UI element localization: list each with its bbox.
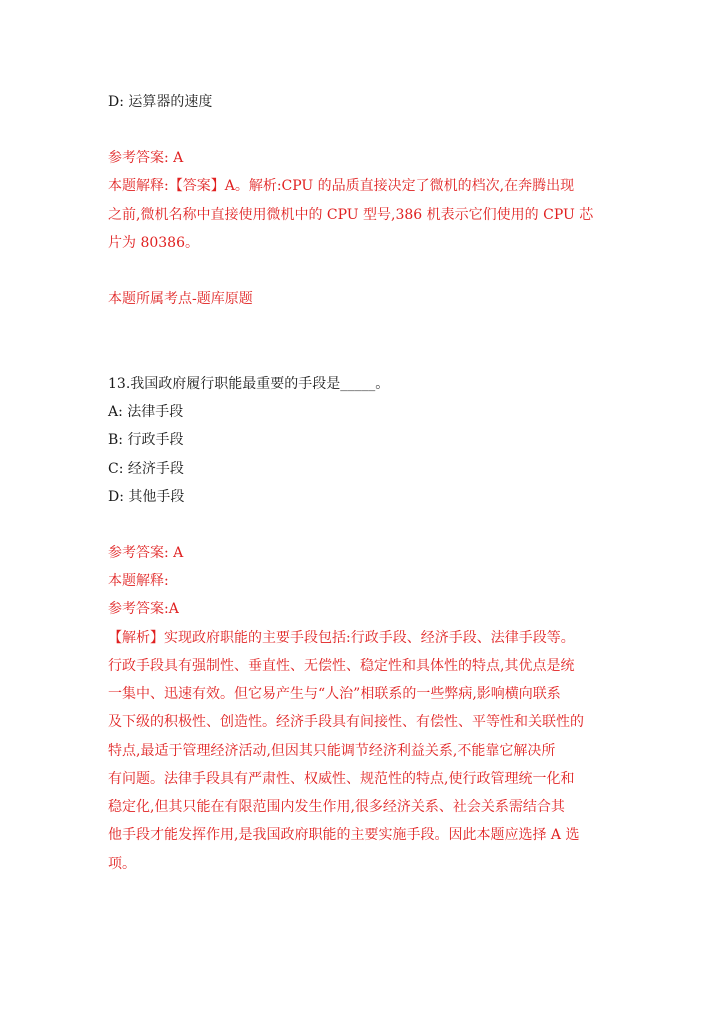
option-c: C: 经济手段 <box>108 461 184 477</box>
answer-repeat: 参考答案:A <box>108 601 179 617</box>
prev-option-d: D: 运算器的速度 <box>108 94 213 110</box>
analysis-line: 及下级的积极性、创造性。经济手段具有间接性、有偿性、平等性和关联性的 <box>108 714 584 730</box>
prev-source: 本题所属考点-题库原题 <box>108 291 253 307</box>
prev-explanation-line: 之前,微机名称中直接使用微机中的 CPU 型号,386 机表示它们使用的 CPU 芯 <box>108 207 594 223</box>
explanation-label: 本题解释: <box>108 573 169 589</box>
analysis-line: 【解析】实现政府职能的主要手段包括:行政手段、经济手段、法律手段等。 <box>108 630 575 646</box>
prev-answer: 参考答案: A <box>108 150 184 166</box>
analysis-line: 有问题。法律手段具有严肃性、权威性、规范性的特点,使行政管理统一化和 <box>108 771 575 787</box>
answer: 参考答案: A <box>108 545 184 561</box>
analysis-line: 稳定化,但其只能在有限范围内发生作用,很多经济关系、社会关系需结合其 <box>108 799 565 815</box>
option-d: D: 其他手段 <box>108 489 185 505</box>
analysis-line: 特点,最适于管理经济活动,但因其只能调节经济利益关系,不能靠它解决所 <box>108 743 556 759</box>
question-stem: 13.我国政府履行职能最重要的手段是_____。 <box>108 376 390 392</box>
analysis-line: 一集中、迅速有效。但它易产生与“人治”相联系的一些弊病,影响横向联系 <box>108 686 561 702</box>
option-a: A: 法律手段 <box>108 404 184 420</box>
prev-explanation-line: 片为 80386。 <box>108 235 199 251</box>
analysis-line: 他手段才能发挥作用,是我国政府职能的主要实施手段。因此本题应选择 A 选 <box>108 827 580 843</box>
analysis-line: 行政手段具有强制性、垂直性、无偿性、稳定性和具体性的特点,其优点是统 <box>108 658 575 674</box>
prev-explanation-line: 本题解释:【答案】A。解析:CPU 的品质直接决定了微机的档次,在奔腾出现 <box>108 178 575 194</box>
option-b: B: 行政手段 <box>108 432 184 448</box>
analysis-line: 项。 <box>108 856 136 872</box>
